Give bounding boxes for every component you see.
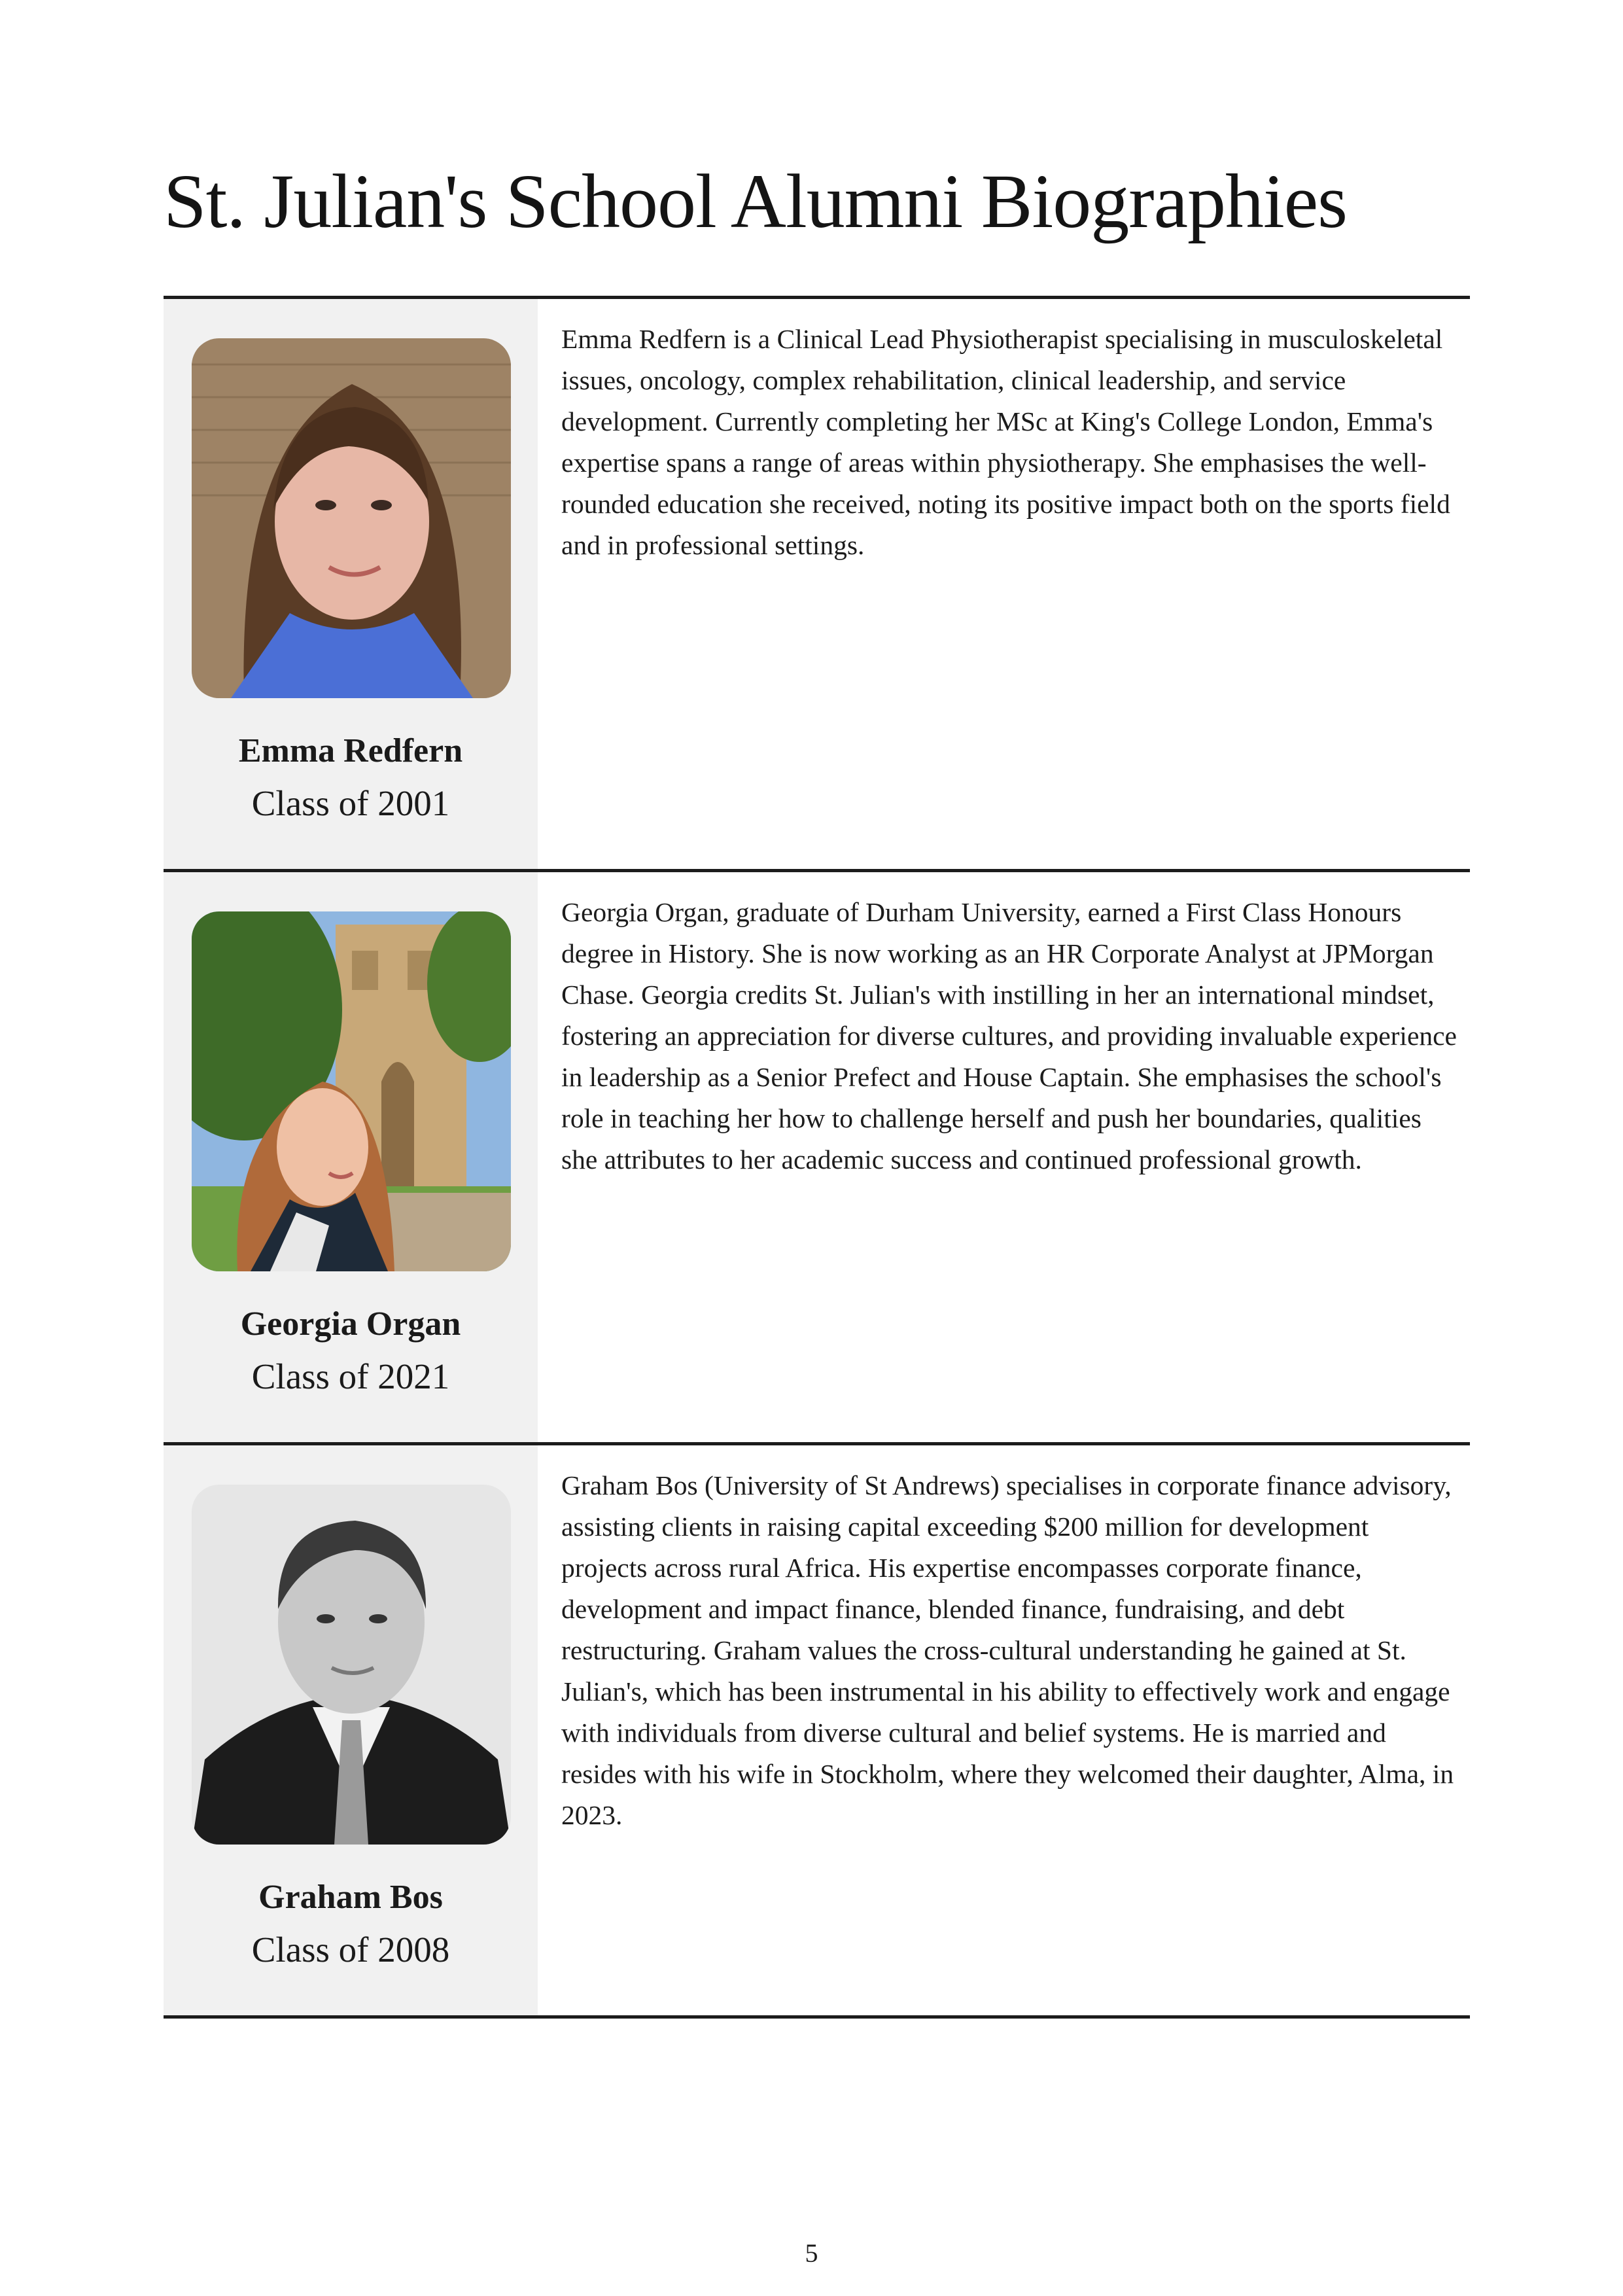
profile-panel bbox=[164, 872, 538, 1442]
biography-text: Georgia Organ, graduate of Durham University, earned a First Class Honours degree in History. She is now working as an HR Corporate Analyst at JPMorgan Chase. Georgia credits St. Julian's with instilling in her an international mindset, fostering an appreciation for diverse cultures, and providing invaluable experience in leadership as a Senior Prefect and House Captain. She emphasises the school's role in teaching her how to challenge herself and push her boundaries, qualities she attributes to her academic success and continued professional growth. bbox=[561, 897, 1457, 1174]
alumni-row bbox=[164, 296, 1470, 869]
class-year: Class of 2021 bbox=[251, 1356, 450, 1396]
profile-panel bbox=[164, 1445, 538, 2015]
profile-photo bbox=[192, 338, 511, 698]
person-name: Georgia Organ bbox=[240, 1305, 461, 1343]
page-title: St. Julian's School Alumni Biographies bbox=[164, 158, 1348, 244]
profile-panel bbox=[164, 299, 538, 869]
class-year: Class of 2008 bbox=[251, 1930, 450, 1969]
alumni-row bbox=[164, 1442, 1470, 2019]
page-number: 5 bbox=[805, 2238, 818, 2268]
alumni-list bbox=[164, 296, 1470, 2019]
alumni-row bbox=[164, 869, 1470, 1442]
person-name: Emma Redfern bbox=[238, 732, 463, 769]
profile-photo bbox=[192, 1485, 511, 1845]
biography-text: Emma Redfern is a Clinical Lead Physiotherapist specialising in musculoskeletal issues, oncology, complex rehabilitation, clinical leadership, and service development. Currently completing her MSc at King's College London, Emma's expertise spans a range of areas within physiotherapy. She emphasises the well-rounded education she received, noting its positive impact both on the sports field and in professional settings. bbox=[561, 324, 1450, 560]
profile-photo bbox=[192, 911, 511, 1271]
person-name: Graham Bos bbox=[258, 1879, 443, 1916]
class-year: Class of 2001 bbox=[251, 783, 450, 823]
biography-text: Graham Bos (University of St Andrews) specialises in corporate finance advisory, assisting clients in raising capital exceeding $200 million for development projects across rural Africa. His expertise encompasses corporate finance, development and impact finance, blended finance, fundraising, and debt restructuring. Graham values the cross-cultural understanding he gained at St. Julian's, which has been instrumental in his ability to effectively work and engage with individuals from diverse cultural and belief systems. He is married and resides with his wife in Stockholm, where they welcomed their daughter, Alma, in 2023. bbox=[561, 1470, 1454, 1830]
